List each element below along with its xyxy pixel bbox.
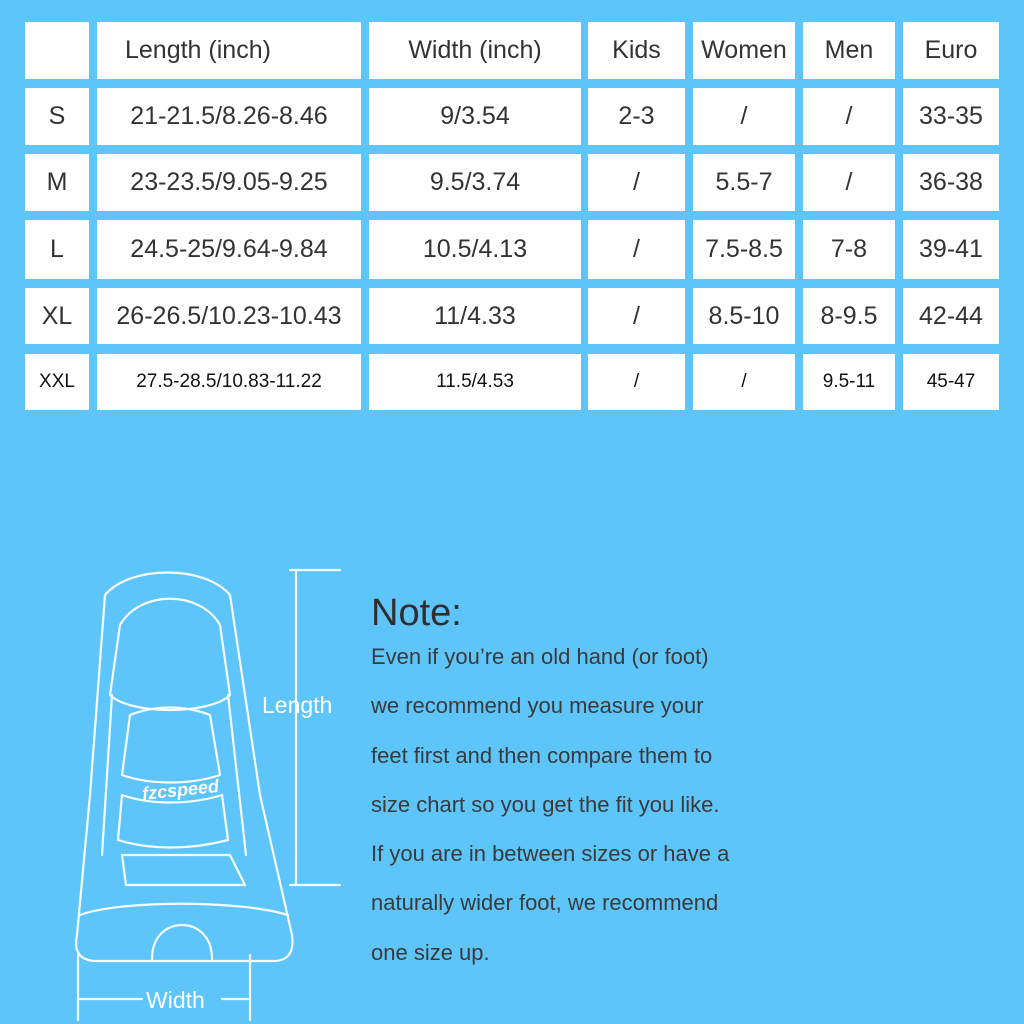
cell-kids: / xyxy=(588,288,685,344)
cell-size: S xyxy=(25,88,89,145)
note-line: naturally wider foot, we recommend xyxy=(371,890,719,916)
note-line: Even if you’re an old hand (or foot) xyxy=(371,644,709,669)
cell-euro: 45-47 xyxy=(903,354,999,410)
cell-length: 27.5-28.5/10.83-11.22 xyxy=(97,354,361,410)
header-width: Width (inch) xyxy=(369,22,581,79)
note-line: feet first and then compare them to xyxy=(371,742,713,768)
header-women: Women xyxy=(693,22,795,79)
cell-kids: / xyxy=(588,354,685,410)
cell-euro: 36-38 xyxy=(903,154,999,211)
cell-size: XXL xyxy=(25,354,89,410)
cell-width: 11/4.33 xyxy=(369,288,581,344)
fin-foot-pocket xyxy=(122,855,245,885)
note-line: one size up. xyxy=(371,939,490,965)
cell-size: M xyxy=(25,154,89,211)
cell-width: 9.5/3.74 xyxy=(369,154,581,211)
length-dimension-line xyxy=(290,570,340,885)
cell-women: / xyxy=(693,354,795,410)
header-length: Length (inch) xyxy=(97,22,361,79)
brand-logo: fzcspeed xyxy=(141,775,220,804)
cell-width: 9/3.54 xyxy=(369,88,581,145)
cell-width: 11.5/4.53 xyxy=(369,354,581,410)
cell-men: 8-9.5 xyxy=(803,288,895,344)
fin-heel-opening xyxy=(152,925,212,959)
cell-kids: / xyxy=(588,154,685,211)
cell-women: 8.5-10 xyxy=(693,288,795,344)
cell-width: 10.5/4.13 xyxy=(369,220,581,279)
cell-length: 21-21.5/8.26-8.46 xyxy=(97,88,361,145)
note-title: Note: xyxy=(371,592,462,634)
note-line: size chart so you get the fit you like. xyxy=(371,791,720,817)
cell-length: 24.5-25/9.64-9.84 xyxy=(97,220,361,279)
cell-men: 9.5-11 xyxy=(803,354,895,410)
note-line: we recommend you measure your xyxy=(371,693,704,719)
cell-euro: 33-35 xyxy=(903,88,999,145)
width-label: Width xyxy=(146,987,205,1013)
cell-size: XL xyxy=(25,288,89,344)
cell-women: / xyxy=(693,88,795,145)
header-size xyxy=(25,22,89,79)
cell-size: L xyxy=(25,220,89,279)
header-euro: Euro xyxy=(903,22,999,79)
swim-fin-diagram xyxy=(60,555,360,1024)
cell-kids: / xyxy=(588,220,685,279)
cell-length: 26-26.5/10.23-10.43 xyxy=(97,288,361,344)
header-kids: Kids xyxy=(588,22,685,79)
header-men: Men xyxy=(803,22,895,79)
cell-men: / xyxy=(803,88,895,145)
length-label: Length xyxy=(262,692,333,718)
cell-women: 7.5-8.5 xyxy=(693,220,795,279)
note-line: If you are in between sizes or have a xyxy=(371,841,730,867)
cell-kids: 2-3 xyxy=(588,88,685,145)
cell-men: / xyxy=(803,154,895,211)
cell-women: 5.5-7 xyxy=(693,154,795,211)
fin-inner-top xyxy=(110,599,230,710)
fin-blade-panel xyxy=(122,708,220,783)
cell-euro: 42-44 xyxy=(903,288,999,344)
cell-men: 7-8 xyxy=(803,220,895,279)
cell-euro: 39-41 xyxy=(903,220,999,279)
cell-length: 23-23.5/9.05-9.25 xyxy=(97,154,361,211)
note-text xyxy=(371,640,729,985)
